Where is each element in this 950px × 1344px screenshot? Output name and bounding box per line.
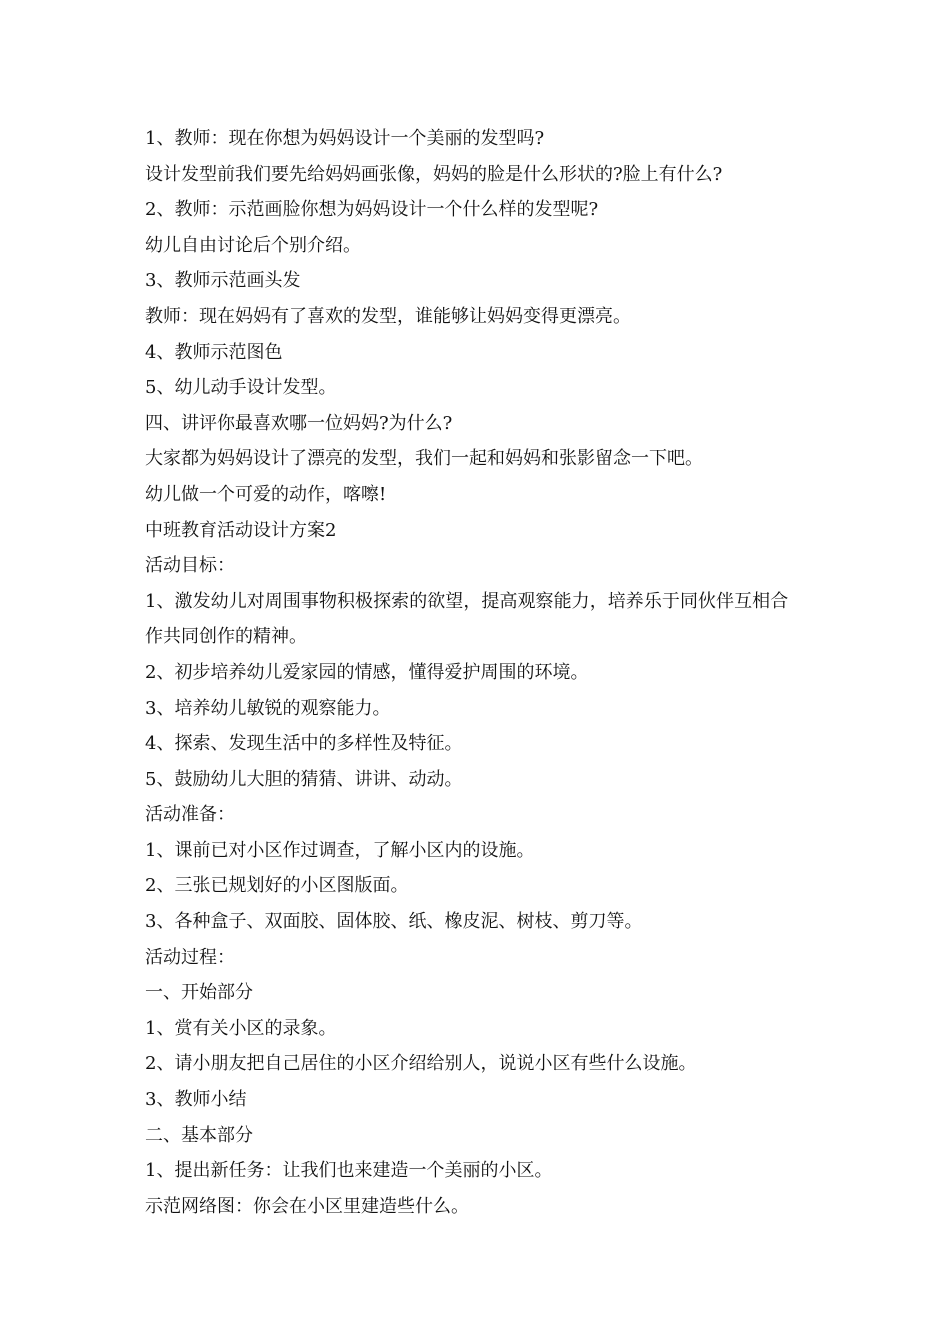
text-line: 4、教师示范图色	[145, 341, 283, 363]
text-line: 2、初步培养幼儿爱家园的情感，懂得爱护周围的环境。	[145, 661, 589, 683]
text-line: 1、教师：现在你想为妈妈设计一个美丽的发型吗?	[145, 128, 545, 149]
text-line: 2、教师：示范画脸你想为妈妈设计一个什么样的发型呢?	[145, 199, 599, 221]
text-line: 3、各种盒子、双面胶、固体胶、纸、橡皮泥、树枝、剪刀等。	[145, 911, 643, 933]
text-line: 幼儿自由讨论后个别介绍。	[145, 234, 361, 256]
text-line: 5、幼儿动手设计发型。	[145, 377, 337, 399]
section-heading: 四、讲评你最喜欢哪一位妈妈?为什么?	[145, 412, 453, 434]
text-line: 4、探索、发现生活中的多样性及特征。	[145, 733, 463, 755]
section-heading: 一、开始部分	[145, 982, 253, 1004]
text-line: 1、赏有关小区的录象。	[145, 1017, 337, 1039]
text-line: 教师：现在妈妈有了喜欢的发型，谁能够让妈妈变得更漂亮。	[145, 305, 631, 327]
text-line: 3、教师小结	[145, 1089, 247, 1111]
document-title: 中班教育活动设计方案2	[145, 519, 337, 541]
text-line: 1、课前已对小区作过调查，了解小区内的设施。	[145, 839, 535, 861]
text-line: 示范网络图：你会在小区里建造些什么。	[145, 1195, 469, 1217]
text-line: 幼儿做一个可爱的动作，喀嚓!	[145, 483, 387, 505]
text-line: 大家都为妈妈设计了漂亮的发型，我们一起和妈妈和张影留念一下吧。	[145, 448, 703, 470]
section-heading: 活动准备：	[145, 804, 235, 826]
text-line: 作共同创作的精神。	[145, 626, 307, 648]
section-heading: 活动目标：	[145, 555, 235, 577]
section-heading: 二、基本部分	[145, 1124, 253, 1146]
section-heading: 活动过程：	[145, 946, 235, 968]
document-body	[145, 121, 825, 1224]
text-line: 1、激发幼儿对周围事物积极探索的欲望，提高观察能力，培养乐于同伙伴互相合	[145, 590, 789, 612]
text-line: 2、请小朋友把自己居住的小区介绍给别人，说说小区有些什么设施。	[145, 1053, 697, 1075]
text-line: 3、培养幼儿敏锐的观察能力。	[145, 697, 391, 719]
text-line: 1、提出新任务：让我们也来建造一个美丽的小区。	[145, 1160, 553, 1182]
text-line: 5、鼓励幼儿大胆的猜猜、讲讲、动动。	[145, 768, 463, 790]
text-line: 设计发型前我们要先给妈妈画张像，妈妈的脸是什么形状的?脸上有什么?	[145, 163, 723, 185]
text-line: 3、教师示范画头发	[145, 270, 301, 292]
text-line: 2、三张已规划好的小区图版面。	[145, 875, 409, 897]
